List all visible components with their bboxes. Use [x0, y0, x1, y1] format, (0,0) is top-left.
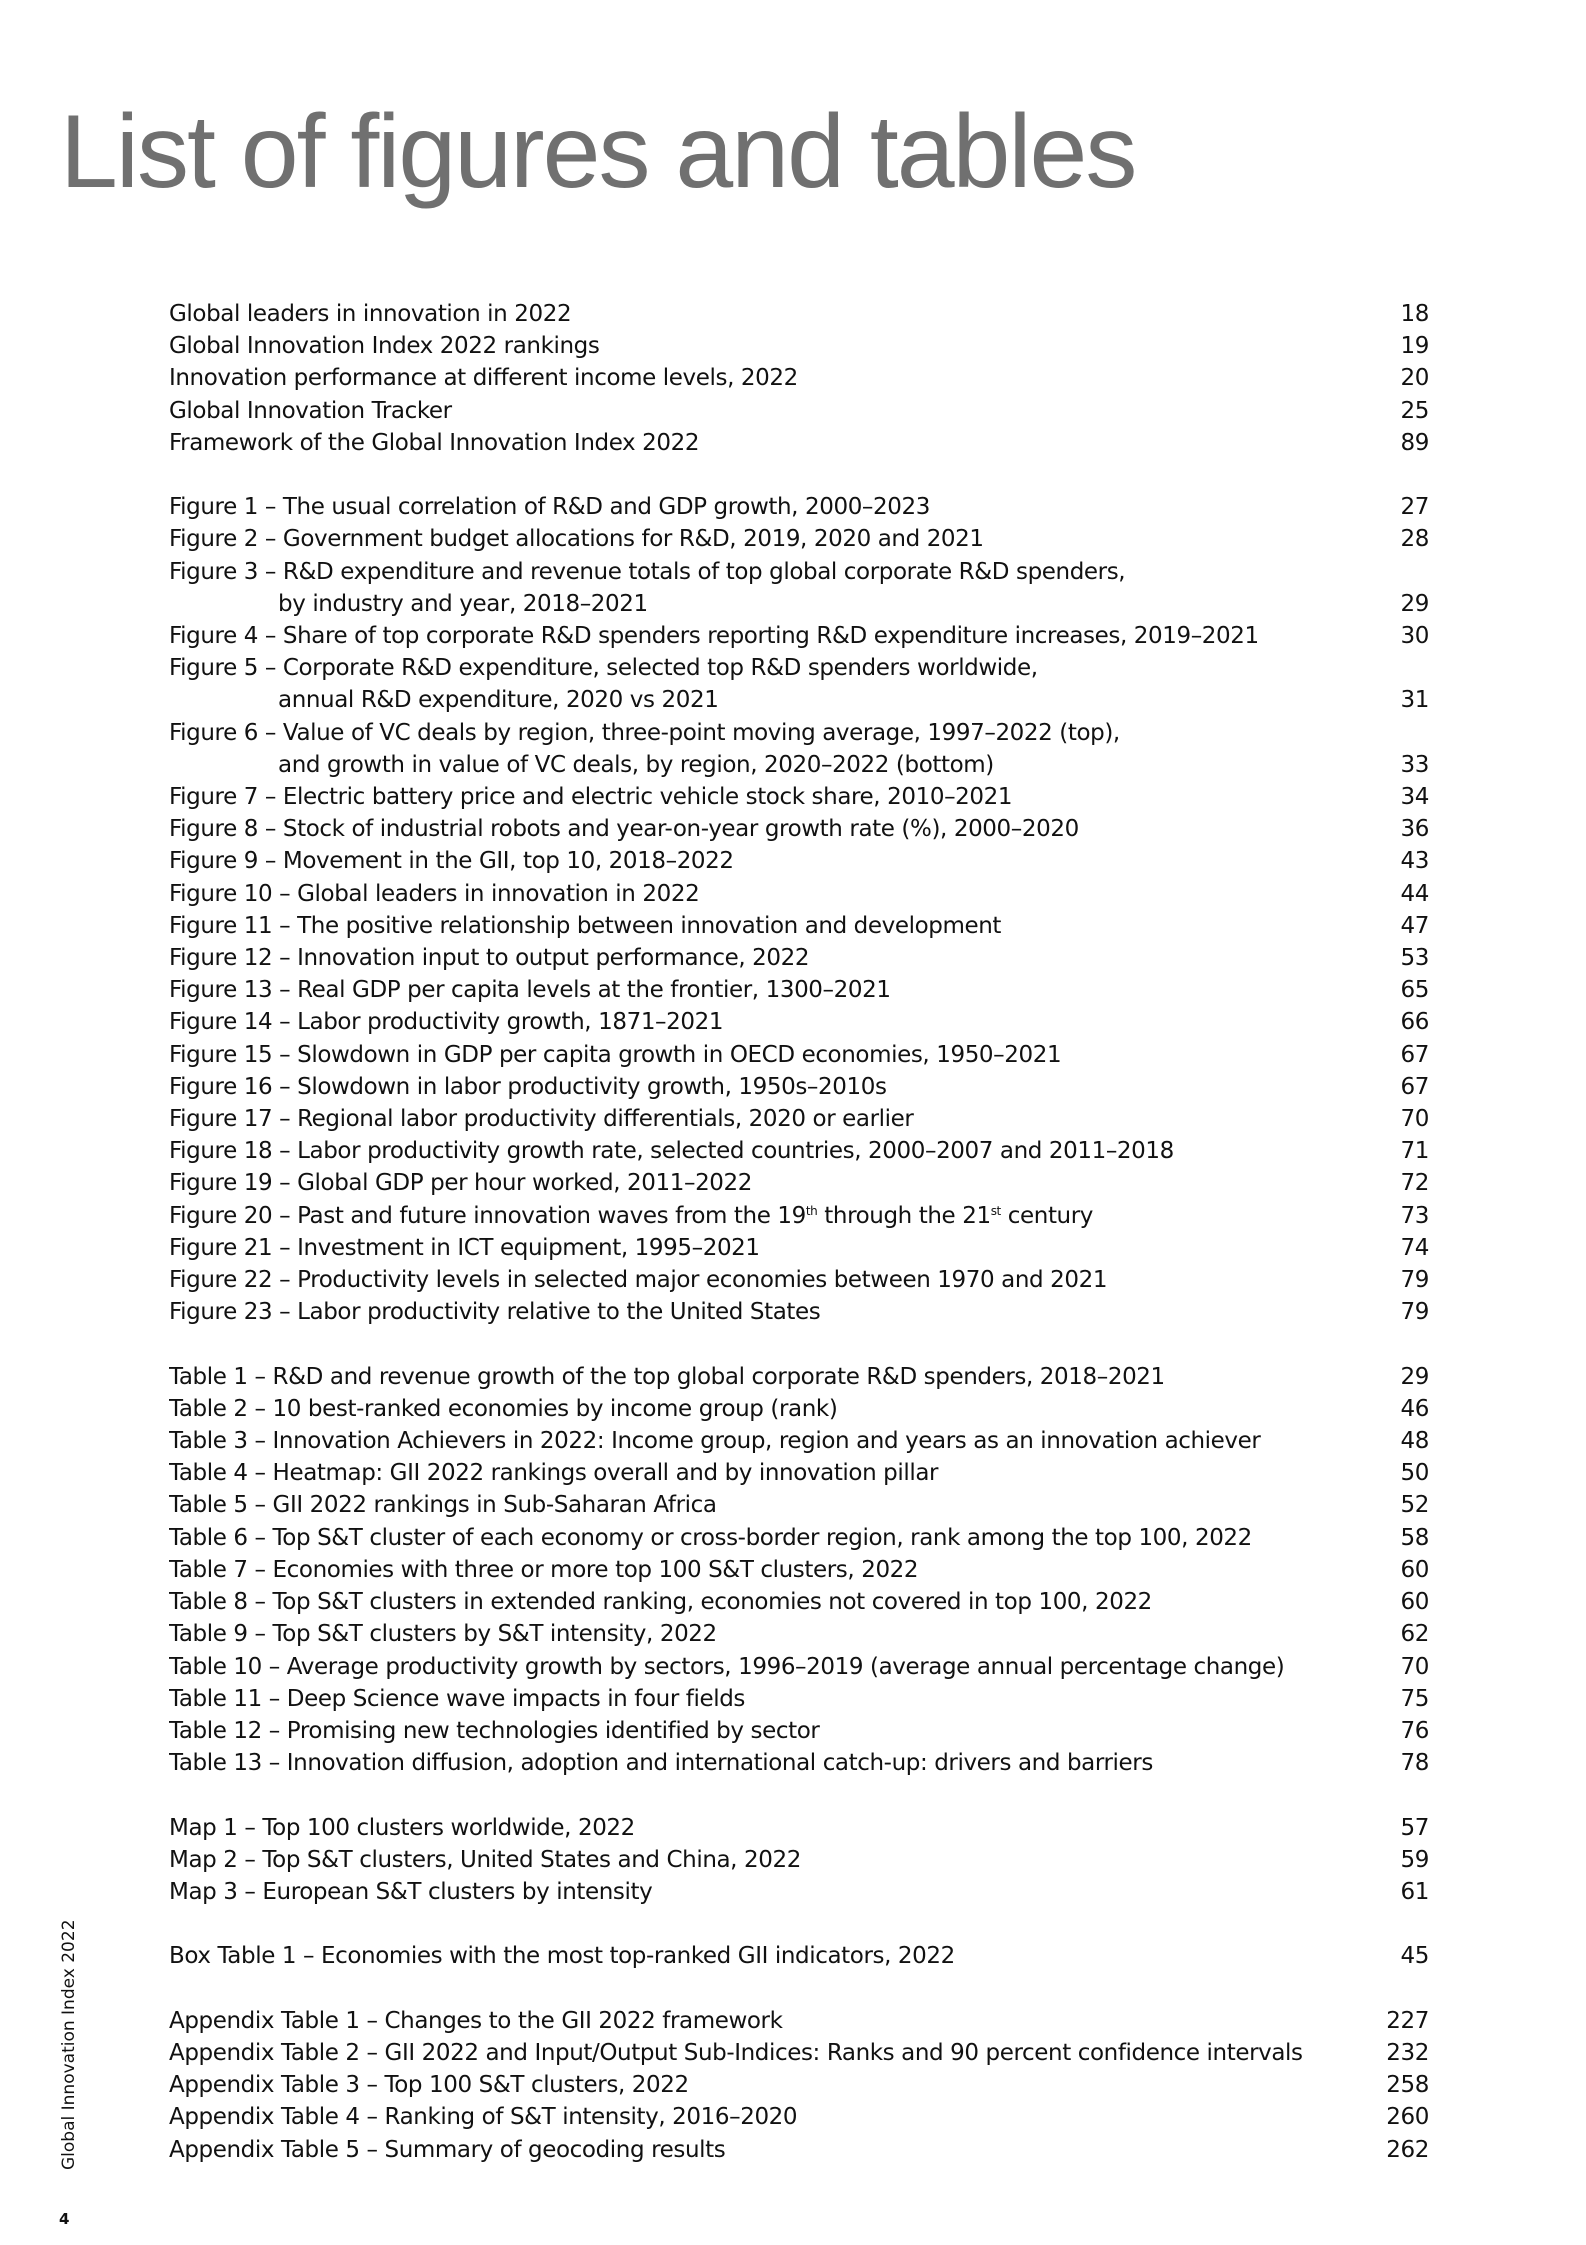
toc-entry-title: [169, 813, 1359, 845]
toc-entry-page-number: 52: [1400, 1492, 1429, 1519]
toc-entry-page-number: 67: [1400, 1073, 1429, 1100]
toc-entry[interactable]: [169, 2069, 1429, 2101]
toc-entry-title-line: Figure 23 – Labor productivity relative to the United States: [169, 1299, 821, 1326]
toc-entry-title: [169, 1683, 1359, 1715]
toc-entry-title-line: Appendix Table 1 – Changes to the GII 2022 framework: [169, 2007, 783, 2034]
toc-entry[interactable]: [169, 1457, 1429, 1489]
toc-group-overview: [169, 298, 1429, 459]
toc-entry[interactable]: [169, 1103, 1429, 1135]
toc-entry-title: [169, 942, 1359, 974]
toc-entry[interactable]: [169, 362, 1429, 394]
toc-entry-title-line: Figure 13 – Real GDP per capita levels at the frontier, 1300–2021: [169, 977, 891, 1004]
toc-entry[interactable]: [169, 1876, 1429, 1908]
toc-entry-title-line: Figure 8 – Stock of industrial robots and year-on-year growth rate (%), 2000–2020: [169, 816, 1079, 843]
toc-entry-title: [169, 1167, 1359, 1199]
toc-entry-title-line: Figure 4 – Share of top corporate R&D spenders reporting R&D expenditure increases, 2019–2021: [169, 623, 1259, 650]
toc-entry-title: [169, 362, 1359, 394]
toc-entry-title-line: Table 8 – Top S&T clusters in extended ranking, economies not covered in top 100, 2022: [169, 1589, 1152, 1616]
toc-entry-page-number: 47: [1400, 912, 1429, 939]
toc-entry-title: [169, 620, 1359, 652]
toc-entry[interactable]: [169, 2134, 1429, 2166]
toc-entry-title-line: Figure 1 – The usual correlation of R&D and GDP growth, 2000–2023: [169, 494, 930, 521]
toc-entry-page-number: 29: [1400, 590, 1429, 617]
toc-entry-page-number: 34: [1400, 784, 1429, 811]
toc-entry[interactable]: [169, 717, 1429, 781]
toc-entry[interactable]: [169, 1425, 1429, 1457]
toc-entry-title: [169, 1361, 1359, 1393]
toc-entry-title-line: Figure 20 – Past and future innovation waves from the 19th through the 21st century: [169, 1202, 1094, 1229]
toc-entry-title-line: Global Innovation Tracker: [169, 397, 452, 424]
toc-entry-title-line: Figure 9 – Movement in the GII, top 10, 2018–2022: [169, 848, 734, 875]
toc-entry-title: [169, 491, 1359, 523]
toc-entry[interactable]: [169, 910, 1429, 942]
toc-entry-title-line: Figure 3 – R&D expenditure and revenue totals of top global corporate R&D spenders,: [169, 558, 1126, 585]
toc-entry[interactable]: [169, 1489, 1429, 1521]
toc-entry-title-line: Figure 11 – The positive relationship between innovation and development: [169, 912, 1002, 939]
table-of-contents: [169, 298, 1429, 2198]
toc-entry-title-line: Table 6 – Top S&T cluster of each economy or cross-border region, rank among the top 100, 2022: [169, 1524, 1252, 1551]
toc-entry-title-line: Figure 22 – Productivity levels in selected major economies between 1970 and 2021: [169, 1267, 1108, 1294]
page-title: List of figures and tables: [60, 94, 1136, 210]
toc-entry-title: [169, 1200, 1359, 1232]
toc-entry-page-number: 29: [1400, 1363, 1429, 1390]
toc-entry-page-number: 57: [1400, 1814, 1429, 1841]
toc-entry-page-number: 18: [1400, 301, 1429, 327]
toc-entry[interactable]: [169, 1393, 1429, 1425]
toc-entry-page-number: 227: [1386, 2007, 1429, 2034]
toc-entry-page-number: 28: [1400, 526, 1429, 553]
toc-entry-page-number: 43: [1400, 848, 1429, 875]
toc-entry-page-number: 27: [1400, 494, 1429, 521]
toc-entry-title: [169, 556, 1359, 620]
toc-entry[interactable]: [169, 427, 1429, 459]
toc-entry-title-line: Table 13 – Innovation diffusion, adoption and international catch-up: drivers and barriers: [169, 1750, 1153, 1777]
toc-entry-title: [169, 910, 1359, 942]
toc-entry-title-line: Innovation performance at different income levels, 2022: [169, 365, 798, 392]
toc-entry-title: [169, 652, 1359, 716]
toc-entry[interactable]: [169, 491, 1429, 523]
toc-entry-page-number: 44: [1400, 880, 1429, 907]
toc-entry[interactable]: [169, 813, 1429, 845]
toc-entry[interactable]: [169, 845, 1429, 877]
toc-entry-title-line: Table 10 – Average productivity growth by sectors, 1996–2019 (average annual percentage change): [169, 1653, 1285, 1680]
toc-entry[interactable]: [169, 1200, 1429, 1232]
toc-entry-title-line: Figure 12 – Innovation input to output performance, 2022: [169, 945, 810, 972]
toc-entry-page-number: 78: [1400, 1750, 1429, 1777]
toc-entry-title: [169, 1812, 1359, 1844]
toc-group-maps: [169, 1812, 1429, 1909]
toc-entry-page-number: 232: [1386, 2039, 1429, 2066]
toc-entry-title-line: Box Table 1 – Economies with the most top-ranked GII indicators, 2022: [169, 1943, 955, 1970]
toc-entry-title: [169, 1618, 1359, 1650]
toc-entry-page-number: 33: [1400, 751, 1429, 778]
toc-entry[interactable]: [169, 1683, 1429, 1715]
toc-entry-title: [169, 1489, 1359, 1521]
toc-entry[interactable]: [169, 2005, 1429, 2037]
toc-entry-page-number: 61: [1400, 1878, 1429, 1905]
side-running-title: Global Innovation Index 2022: [59, 1919, 79, 2170]
toc-entry-title-line: Framework of the Global Innovation Index 2022: [169, 429, 700, 456]
toc-entry-title-line: Appendix Table 2 – GII 2022 and Input/Output Sub-Indices: Ranks and 90 percent confidence intervals: [169, 2039, 1303, 2066]
toc-entry-page-number: 45: [1400, 1943, 1429, 1970]
toc-entry[interactable]: [169, 1167, 1429, 1199]
toc-entry-title: [169, 1006, 1359, 1038]
toc-entry-title: [169, 298, 1359, 330]
toc-entry-title: [169, 1135, 1359, 1167]
toc-entry-page-number: 73: [1400, 1202, 1429, 1229]
toc-entry[interactable]: [169, 1296, 1429, 1328]
toc-entry-page-number: 75: [1400, 1685, 1429, 1712]
toc-entry-title: [169, 1425, 1359, 1457]
toc-entry-title-line: Global leaders in innovation in 2022: [169, 301, 572, 327]
toc-entry-title: [169, 1651, 1359, 1683]
toc-entry-page-number: 76: [1400, 1717, 1429, 1744]
toc-entry-page-number: 19: [1400, 333, 1429, 360]
toc-entry-title-line: Figure 18 – Labor productivity growth rate, selected countries, 2000–2007 and 2011–2018: [169, 1138, 1174, 1165]
toc-entry-title: [169, 1940, 1359, 1972]
toc-entry-title: [169, 717, 1359, 781]
toc-entry[interactable]: [169, 298, 1429, 330]
toc-entry[interactable]: [169, 1522, 1429, 1554]
toc-entry-title: [169, 1586, 1359, 1618]
toc-entry-title: [169, 1071, 1359, 1103]
toc-entry-title-line: Figure 7 – Electric battery price and electric vehicle stock share, 2010–2021: [169, 784, 1013, 811]
toc-entry[interactable]: [169, 1232, 1429, 1264]
toc-entry[interactable]: [169, 878, 1429, 910]
toc-entry-title: [169, 1296, 1359, 1328]
toc-entry-page-number: 46: [1400, 1395, 1429, 1422]
toc-entry-title-line: Figure 2 – Government budget allocations for R&D, 2019, 2020 and 2021: [169, 526, 984, 553]
toc-entry-title: [169, 2101, 1359, 2133]
toc-entry-page-number: 74: [1400, 1234, 1429, 1261]
toc-entry[interactable]: [169, 942, 1429, 974]
toc-entry-title: [169, 427, 1359, 459]
toc-entry[interactable]: [169, 620, 1429, 652]
toc-entry[interactable]: [169, 1940, 1429, 1972]
toc-entry-page-number: 20: [1400, 365, 1429, 392]
toc-entry[interactable]: [169, 1361, 1429, 1393]
toc-entry-title: [169, 2134, 1359, 2166]
toc-entry-page-number: 79: [1400, 1299, 1429, 1326]
toc-entry-title-continuation: by industry and year, 2018–2021: [278, 590, 648, 617]
toc-entry-page-number: 89: [1400, 429, 1429, 456]
toc-entry[interactable]: [169, 2101, 1429, 2133]
toc-entry-title-line: Figure 17 – Regional labor productivity differentials, 2020 or earlier: [169, 1106, 914, 1133]
toc-entry-page-number: 25: [1400, 397, 1429, 424]
toc-entry-title-line: Figure 19 – Global GDP per hour worked, 2011–2022: [169, 1170, 753, 1197]
toc-entry[interactable]: [169, 1715, 1429, 1747]
toc-entry-title-line: Table 3 – Innovation Achievers in 2022: Income group, region and years as an innovation achiever: [169, 1428, 1261, 1455]
toc-entry-title-line: Figure 16 – Slowdown in labor productivity growth, 1950s–2010s: [169, 1073, 887, 1100]
toc-entry[interactable]: [169, 1618, 1429, 1650]
toc-entry-title: [169, 781, 1359, 813]
toc-entry-page-number: 70: [1400, 1106, 1429, 1133]
toc-group-box-tables: [169, 1940, 1429, 1972]
toc-entry[interactable]: [169, 1135, 1429, 1167]
toc-entry[interactable]: [169, 974, 1429, 1006]
toc-entry[interactable]: [169, 556, 1429, 620]
toc-entry-title-continuation: annual R&D expenditure, 2020 vs 2021: [278, 687, 719, 714]
toc-entry-page-number: 50: [1400, 1460, 1429, 1487]
toc-entry[interactable]: [169, 1651, 1429, 1683]
toc-entry-title: [169, 1232, 1359, 1264]
toc-entry-title-line: Figure 5 – Corporate R&D expenditure, selected top R&D spenders worldwide,: [169, 655, 1038, 682]
page-number: 4: [59, 2210, 70, 2228]
toc-entry-title-line: Table 11 – Deep Science wave impacts in four fields: [169, 1685, 745, 1712]
toc-entry[interactable]: [169, 2037, 1429, 2069]
toc-entry[interactable]: [169, 652, 1429, 716]
toc-entry[interactable]: [169, 1006, 1429, 1038]
toc-entry[interactable]: [169, 523, 1429, 555]
toc-entry-title: [169, 1457, 1359, 1489]
toc-entry-title-line: Map 3 – European S&T clusters by intensity: [169, 1878, 653, 1905]
toc-entry-page-number: 71: [1400, 1138, 1429, 1165]
toc-entry-page-number: 59: [1400, 1846, 1429, 1873]
toc-entry-title: [169, 1844, 1359, 1876]
toc-entry-page-number: 65: [1400, 977, 1429, 1004]
toc-entry-title: [169, 2037, 1359, 2069]
toc-entry-title: [169, 1103, 1359, 1135]
toc-entry[interactable]: [169, 1586, 1429, 1618]
toc-entry[interactable]: [169, 781, 1429, 813]
toc-entry[interactable]: [169, 1844, 1429, 1876]
toc-entry-title: [169, 1039, 1359, 1071]
toc-entry-title: [169, 523, 1359, 555]
toc-entry[interactable]: [169, 395, 1429, 427]
toc-entry-title-line: Appendix Table 3 – Top 100 S&T clusters, 2022: [169, 2072, 689, 2099]
toc-entry-title: [169, 2005, 1359, 2037]
toc-entry-title-line: Figure 6 – Value of VC deals by region, three-point moving average, 1997–2022 (top),: [169, 719, 1120, 746]
toc-entry-title-line: Table 7 – Economies with three or more top 100 S&T clusters, 2022: [169, 1556, 919, 1583]
toc-entry-title-line: Table 1 – R&D and revenue growth of the top global corporate R&D spenders, 2018–2021: [169, 1363, 1165, 1390]
toc-entry-title: [169, 878, 1359, 910]
toc-entry-title: [169, 330, 1359, 362]
toc-entry-title: [169, 1522, 1359, 1554]
toc-entry-page-number: 30: [1400, 623, 1429, 650]
toc-group-tables: [169, 1361, 1429, 1780]
toc-entry-page-number: 48: [1400, 1428, 1429, 1455]
toc-entry-page-number: 53: [1400, 945, 1429, 972]
toc-entry-title-line: Figure 14 – Labor productivity growth, 1871–2021: [169, 1009, 724, 1036]
toc-entry-title-line: Figure 21 – Investment in ICT equipment, 1995–2021: [169, 1234, 760, 1261]
toc-entry-title: [169, 1554, 1359, 1586]
toc-entry-title-line: Figure 10 – Global leaders in innovation in 2022: [169, 880, 700, 907]
toc-entry-page-number: 58: [1400, 1524, 1429, 1551]
toc-entry-title: [169, 1715, 1359, 1747]
toc-entry-page-number: 60: [1400, 1589, 1429, 1616]
toc-entry[interactable]: [169, 1071, 1429, 1103]
toc-entry[interactable]: [169, 1747, 1429, 1779]
toc-entry-page-number: 67: [1400, 1041, 1429, 1068]
toc-entry[interactable]: [169, 1264, 1429, 1296]
toc-entry[interactable]: [169, 1039, 1429, 1071]
toc-entry-title-line: Appendix Table 5 – Summary of geocoding results: [169, 2136, 726, 2163]
toc-entry-page-number: 260: [1386, 2104, 1429, 2131]
toc-group-appendix-tables: [169, 2005, 1429, 2166]
toc-entry-title-line: Map 2 – Top S&T clusters, United States and China, 2022: [169, 1846, 801, 1873]
toc-entry[interactable]: [169, 1554, 1429, 1586]
toc-group-figures: [169, 491, 1429, 1328]
toc-entry-title-line: Global Innovation Index 2022 rankings: [169, 333, 600, 360]
toc-entry-title-line: Map 1 – Top 100 clusters worldwide, 2022: [169, 1814, 635, 1841]
toc-entry-page-number: 62: [1400, 1621, 1429, 1648]
toc-entry-title: [169, 2069, 1359, 2101]
toc-entry-page-number: 60: [1400, 1556, 1429, 1583]
toc-entry-page-number: 258: [1386, 2072, 1429, 2099]
toc-entry-title-line: Appendix Table 4 – Ranking of S&T intensity, 2016–2020: [169, 2104, 798, 2131]
toc-entry-title-line: Table 2 – 10 best-ranked economies by income group (rank): [169, 1395, 838, 1422]
toc-entry-title-line: Table 9 – Top S&T clusters by S&T intensity, 2022: [169, 1621, 717, 1648]
toc-entry-title: [169, 1747, 1359, 1779]
toc-entry-page-number: 79: [1400, 1267, 1429, 1294]
toc-entry-title: [169, 1876, 1359, 1908]
toc-entry-title-line: Table 5 – GII 2022 rankings in Sub-Saharan Africa: [169, 1492, 717, 1519]
toc-entry-title: [169, 1264, 1359, 1296]
toc-entry-page-number: 31: [1400, 687, 1429, 714]
toc-entry[interactable]: [169, 1812, 1429, 1844]
toc-entry-title: [169, 845, 1359, 877]
toc-entry-page-number: 70: [1400, 1653, 1429, 1680]
toc-entry-page-number: 72: [1400, 1170, 1429, 1197]
toc-entry-title: [169, 395, 1359, 427]
toc-entry-title-line: Table 12 – Promising new technologies identified by sector: [169, 1717, 820, 1744]
toc-entry-page-number: 262: [1386, 2136, 1429, 2163]
toc-entry-title-line: Table 4 – Heatmap: GII 2022 rankings overall and by innovation pillar: [169, 1460, 939, 1487]
toc-entry-title: [169, 974, 1359, 1006]
toc-entry-title-line: Figure 15 – Slowdown in GDP per capita growth in OECD economies, 1950–2021: [169, 1041, 1062, 1068]
toc-entry[interactable]: [169, 330, 1429, 362]
toc-entry-title-continuation: and growth in value of VC deals, by region, 2020–2022 (bottom): [278, 751, 994, 778]
toc-entry-page-number: 36: [1400, 816, 1429, 843]
toc-entry-title: [169, 1393, 1359, 1425]
toc-entry-page-number: 66: [1400, 1009, 1429, 1036]
